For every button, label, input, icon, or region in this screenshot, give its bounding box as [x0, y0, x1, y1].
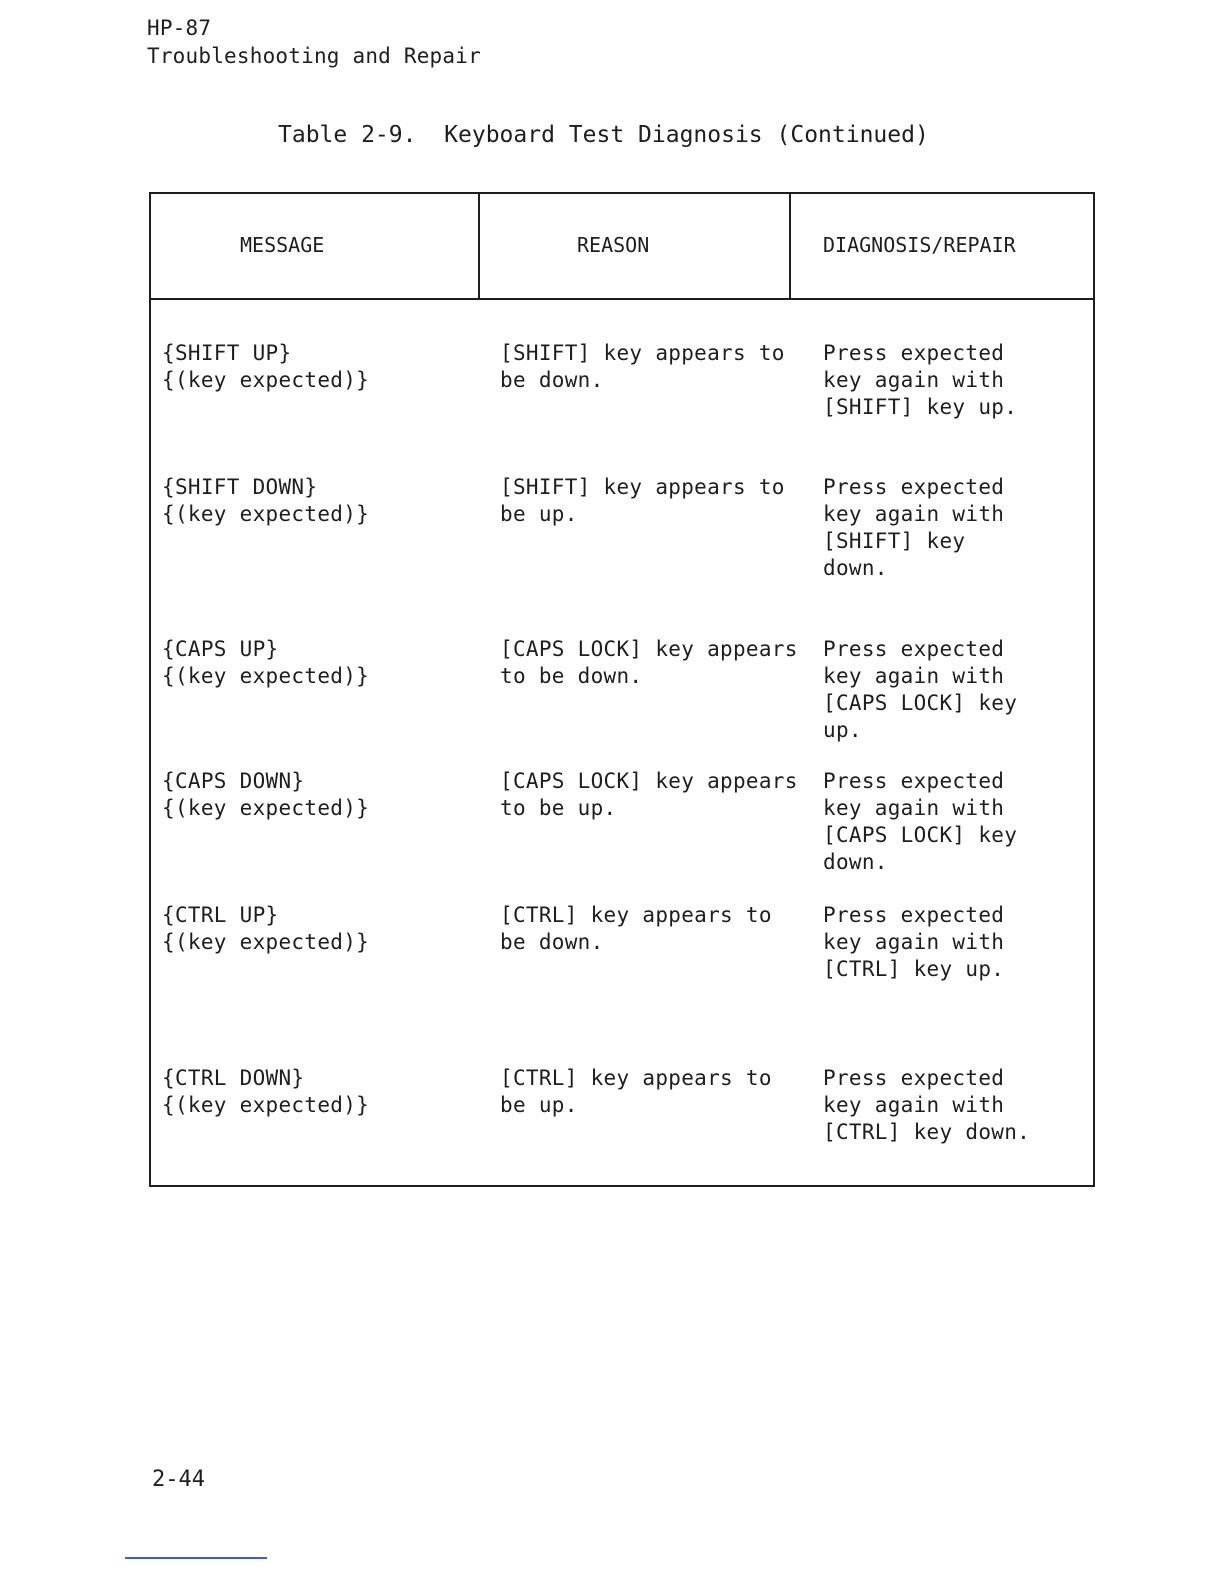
page-number: 2-44	[152, 1467, 205, 1492]
column-header-reason: REASON	[577, 233, 650, 257]
row-1-repair: Press expected key again with [SHIFT] key up.	[823, 341, 1018, 419]
row-1-message: {SHIFT UP} {(key expected)}	[162, 341, 370, 392]
row-4-repair: Press expected key again with [CAPS LOCK] key down.	[823, 769, 1018, 874]
row-5-reason: [CTRL] key appears to be down.	[500, 903, 772, 954]
diagnosis-table	[149, 192, 1095, 1187]
row-4-message: {CAPS DOWN} {(key expected)}	[162, 769, 370, 820]
table-caption: Table 2-9. Keyboard Test Diagnosis (Continued)	[278, 122, 929, 148]
row-3-message: {CAPS UP} {(key expected)}	[162, 637, 370, 688]
column-divider	[478, 194, 480, 298]
row-3-repair: Press expected key again with [CAPS LOCK] key up.	[823, 637, 1018, 742]
product-name: HP-87	[147, 16, 212, 40]
row-2-repair: Press expected key again with [SHIFT] key down.	[823, 475, 1005, 580]
footer-rule	[125, 1557, 267, 1559]
row-3-reason: [CAPS LOCK] key appears to be down.	[500, 637, 798, 688]
table-header-row	[151, 194, 1093, 300]
page-header	[147, 14, 481, 70]
column-header-diagnosis-repair: DIAGNOSIS/REPAIR	[823, 233, 1016, 257]
row-4-reason: [CAPS LOCK] key appears to be up.	[500, 769, 798, 820]
column-divider	[789, 194, 791, 298]
row-5-message: {CTRL UP} {(key expected)}	[162, 903, 370, 954]
column-header-message: MESSAGE	[240, 233, 325, 257]
row-2-reason: [SHIFT] key appears to be up.	[500, 475, 785, 526]
row-6-reason: [CTRL] key appears to be up.	[500, 1066, 772, 1117]
section-title: Troubleshooting and Repair	[147, 44, 481, 68]
row-6-message: {CTRL DOWN} {(key expected)}	[162, 1066, 370, 1117]
row-2-message: {SHIFT DOWN} {(key expected)}	[162, 475, 370, 526]
row-6-repair: Press expected key again with [CTRL] key down.	[823, 1066, 1031, 1144]
row-5-repair: Press expected key again with [CTRL] key up.	[823, 903, 1005, 981]
row-1-reason: [SHIFT] key appears to be down.	[500, 341, 785, 392]
